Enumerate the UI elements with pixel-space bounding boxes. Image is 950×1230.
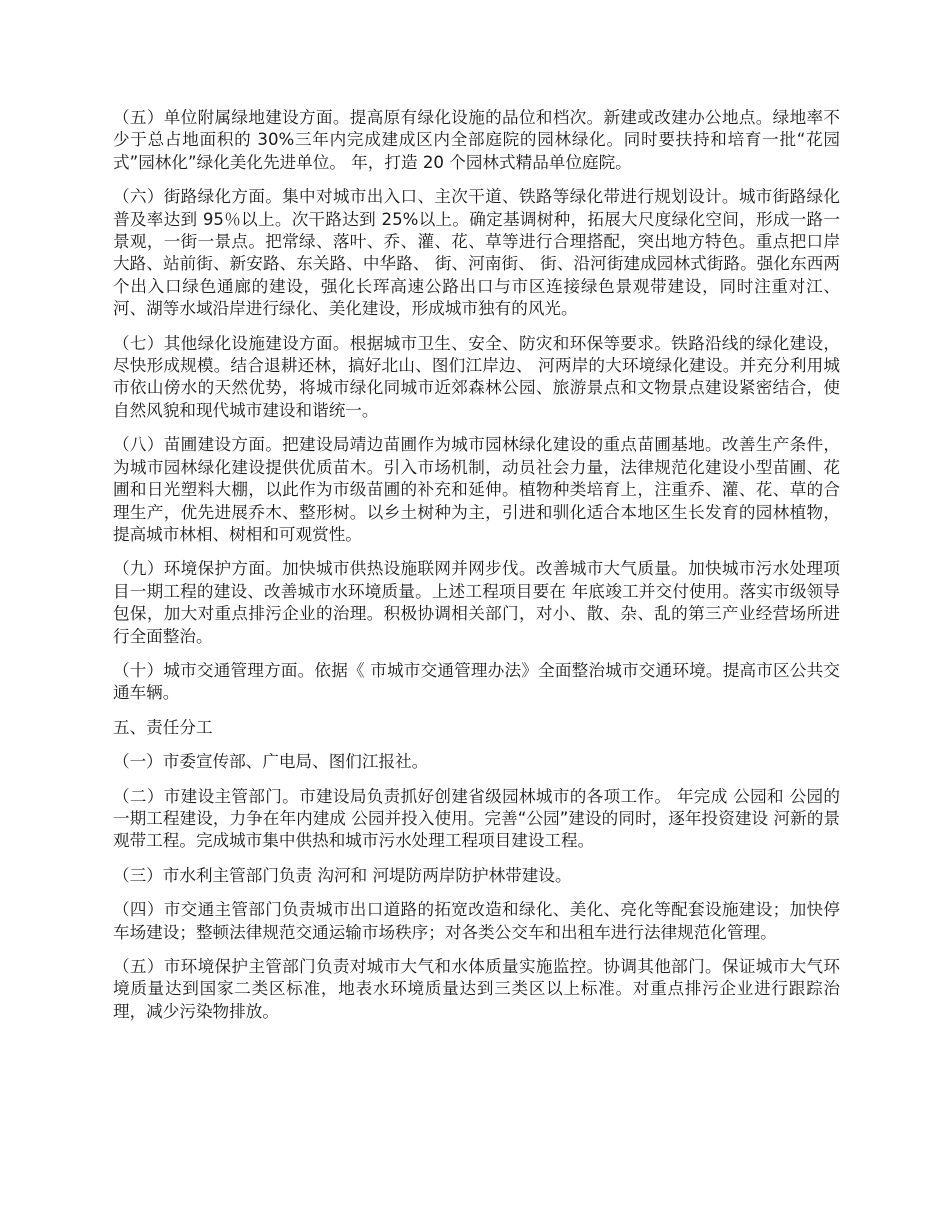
paragraph-transport: （四）市交通主管部门负责城市出口道路的拓宽改造和绿化、美化、亮化等配套设施建设；加快停车场建设；整顿法律规范交通运输市场秩序；对各类公交车和出租车进行法律规范化管理。 [113, 900, 840, 942]
paragraph-nursery: （八）苗圃建设方面。把建设局靖边苗圃作为城市园林绿化建设的重点苗圃基地。改善生产条件，为城市园林绿化建设提供优质苗木。引入市场机制，动员社会力量，法律规范化建设小型苗圃、花圃和日光塑料大棚，以此作为市级苗圃的补充和延伸。植物种类培育上，注重乔、灌、花、草的合理生产，优先进展乔木、整形树。以乡土树种为主，引进和驯化适合本地区生长发育的园林植物，提高城市林相、树相和可观赏性。 [113, 435, 840, 544]
paragraph-traffic: （十）城市交通管理方面。依据《 市城市交通管理办法》全面整治城市交通环境。提高市区公共交通车辆。 [113, 660, 840, 703]
paragraph-unit-greening: （五）单位附属绿地建设方面。提高原有绿化设施的品位和档次。新建或改建办公地点。绿地率不少于总占地面积的 30%三年内完成建成区内全部庭院的园林绿化。同时要扶持和培育一批“花园式”园林化”绿化美化先进单位。 年，打造 20 个园林式精品单位庭院。 [113, 108, 840, 172]
paragraph-environment: （九）环境保护方面。加快城市供热设施联网并网步伐。改善城市大气质量。加快城市污水处理项目一期工程的建设、改善城市水环境质量。上述工程项目要在 年底竣工并交付使用。落实市级领导包保，加大对重点排污企业的治理。积极协调相关部门，对小、散、杂、乱的第三产业经营场所进行全面整治。 [113, 559, 840, 646]
paragraph-water: （三）市水利主管部门负责 沟河和 河堤防两岸防护林带建设。 [113, 865, 572, 885]
paragraph-street-greening: （六）街路绿化方面。集中对城市出入口、主次干道、铁路等绿化带进行规划设计。城市街路绿化普及率达到 95％以上。次干路达到 25%以上。确定基调树种，拓展大尺度绿化空间，形成一路一景观，一街一景点。把常绿、落叶、乔、灌、花、草等进行合理搭配，突出地方特色。重点把口岸大路、站前街、新安路、东关路、中华路、 街、河南街、 街、沿河街建成园林式街路。强化东西两个出入口绿色通廊的建设，强化长珲高速公路出口与市区连接绿色景观带建设，同时注重对江、河、湖等水域沿岸进行绿化、美化建设，形成城市独有的风光。 [113, 187, 840, 319]
paragraph-other-greening: （七）其他绿化设施建设方面。根据城市卫生、安全、防灾和环保等要求。铁路沿线的绿化建设，尽快形成规模。结合退耕还林，搞好北山、图们江岸边、 河两岸的大环境绿化建设。并充分利用城市依山傍水的天然优势，将城市绿化同城市近郊森林公园、旅游景点和文物景点建设紧密结合，使自然风貌和现代城市建设和谐统一。 [113, 333, 840, 420]
paragraph-construction: （二）市建设主管部门。市建设局负责抓好创建省级园林城市的各项工作。 年完成 公园和 公园的一期工程建设，力争在年内建成 公园并投入使用。完善“公园”建设的同时，逐年投资建设 河新的景观带工程。完成城市集中供热和城市污水处理工程项目建设工程。 [113, 786, 840, 851]
section-heading-responsibility: 五、责任分工 [113, 717, 213, 737]
paragraph-env-protection: （五）市环境保护主管部门负责对城市大气和水体质量实施监控。协调其他部门。保证城市大气环境质量达到国家二类区标准，地表水环境质量达到三类区以上标准。对重点排污企业进行跟踪治理，减少污染物排放。 [113, 957, 840, 1021]
document-body [113, 107, 840, 1035]
paragraph-publicity: （一）市委宣传部、广电局、图们江报社。 [113, 752, 429, 772]
